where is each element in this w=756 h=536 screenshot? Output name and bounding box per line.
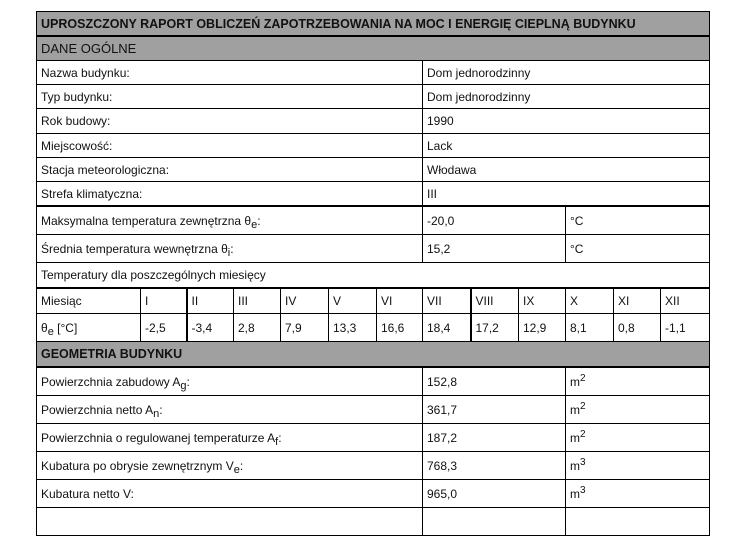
geometry-label: Powierzchnia netto $A_n$: xyxy=(37,396,423,424)
section-geometry-heading: GEOMETRIA BUDYNKU xyxy=(37,342,710,368)
monthly-temps-heading: Temperatury dla poszczególnych miesięcy xyxy=(37,263,710,289)
month-temp: 0,8 xyxy=(614,314,661,342)
month-cell: VII xyxy=(423,288,471,314)
geometry-unit: $m^2$ xyxy=(566,424,710,452)
temp-row-label: $\theta_e$ [°C] xyxy=(37,314,141,342)
geometry-row-continued xyxy=(37,508,710,536)
info-row-building-name xyxy=(37,61,710,85)
geometry-unit: $m^3$ xyxy=(566,480,710,508)
geometry-label: Kubatura po obrysie zewnętrznym $V_e$: xyxy=(37,452,423,480)
geometry-row-net-area xyxy=(37,396,710,424)
month-header-row xyxy=(37,288,710,314)
month-cell: I xyxy=(141,288,187,314)
temp-value: -20,0 xyxy=(423,206,566,235)
report-table xyxy=(36,11,710,536)
info-value: III xyxy=(423,182,710,207)
temp-row-avg-internal xyxy=(37,235,710,263)
geometry-value: 152,8 xyxy=(423,367,566,396)
month-cell: XI xyxy=(614,288,661,314)
geometry-value: 361,7 xyxy=(423,396,566,424)
info-row-weather-station xyxy=(37,158,710,182)
info-label: Stacja meteorologiczna: xyxy=(37,158,423,182)
info-value: Dom jednorodzinny xyxy=(423,61,710,85)
geometry-unit: $m^2$ xyxy=(566,396,710,424)
geometry-row-built-area xyxy=(37,367,710,396)
report-title: UPROSZCZONY RAPORT OBLICZEŃ ZAPOTRZEBOWANIA NA MOC I ENERGIĘ CIEPLNĄ BUDYNKU xyxy=(37,12,710,37)
month-temp: -3,4 xyxy=(187,314,234,342)
month-temp: 18,4 xyxy=(423,314,471,342)
geometry-row-net-volume xyxy=(37,480,710,508)
month-cell: VI xyxy=(377,288,423,314)
month-temp: 17,2 xyxy=(471,314,519,342)
geometry-value: 187,2 xyxy=(423,424,566,452)
temp-label: Maksymalna temperatura zewnętrzna $\theta_e$: xyxy=(37,206,423,235)
info-label: Miejscowość: xyxy=(37,134,423,158)
geometry-row-heated-area xyxy=(37,424,710,452)
geometry-label-empty xyxy=(37,508,423,536)
geometry-value: 965,0 xyxy=(423,480,566,508)
info-row-build-year xyxy=(37,109,710,134)
month-cell: III xyxy=(234,288,281,314)
month-cell: VIII xyxy=(471,288,519,314)
month-cell: V xyxy=(329,288,377,314)
month-temp: 13,3 xyxy=(329,314,377,342)
month-label: Miesiąc xyxy=(37,288,141,314)
month-temp: -1,1 xyxy=(661,314,710,342)
temp-value: 15,2 xyxy=(423,235,566,263)
month-cell: X xyxy=(566,288,614,314)
geometry-unit: $m^3$ xyxy=(566,452,710,480)
geometry-value: 768,3 xyxy=(423,452,566,480)
geometry-unit: $m^2$ xyxy=(566,367,710,396)
month-cell: XII xyxy=(661,288,710,314)
month-cell: IV xyxy=(281,288,329,314)
temp-unit: °C xyxy=(566,235,710,263)
month-temp: -2,5 xyxy=(141,314,187,342)
info-label: Rok budowy: xyxy=(37,109,423,134)
info-label: Typ budynku: xyxy=(37,85,423,109)
month-temp: 12,9 xyxy=(519,314,566,342)
geometry-label: Kubatura netto V: xyxy=(37,480,423,508)
month-temp-row xyxy=(37,314,710,342)
geometry-label: Powierzchnia o regulowanej temperaturze $A_f$: xyxy=(37,424,423,452)
month-cell: II xyxy=(187,288,234,314)
info-row-location xyxy=(37,134,710,158)
month-cell: IX xyxy=(519,288,566,314)
info-row-building-type xyxy=(37,85,710,109)
temp-row-max-external xyxy=(37,206,710,235)
month-temp: 16,6 xyxy=(377,314,423,342)
geometry-unit-empty xyxy=(566,508,710,536)
geometry-label: Powierzchnia zabudowy $A_g$: xyxy=(37,367,423,396)
info-value: Lack xyxy=(423,134,710,158)
section-general-heading: DANE OGÓLNE xyxy=(37,36,710,61)
geometry-row-external-volume xyxy=(37,452,710,480)
temp-label: Średnia temperatura wewnętrzna $\theta_i$: xyxy=(37,235,423,263)
geometry-value-empty xyxy=(423,508,566,536)
info-label: Nazwa budynku: xyxy=(37,61,423,85)
info-value: Dom jednorodzinny xyxy=(423,85,710,109)
info-value: Włodawa xyxy=(423,158,710,182)
month-temp: 2,8 xyxy=(234,314,281,342)
temp-unit: °C xyxy=(566,206,710,235)
month-temp: 7,9 xyxy=(281,314,329,342)
info-value: 1990 xyxy=(423,109,710,134)
info-label: Strefa klimatyczna: xyxy=(37,182,423,207)
month-temp: 8,1 xyxy=(566,314,614,342)
info-row-climate-zone xyxy=(37,182,710,207)
